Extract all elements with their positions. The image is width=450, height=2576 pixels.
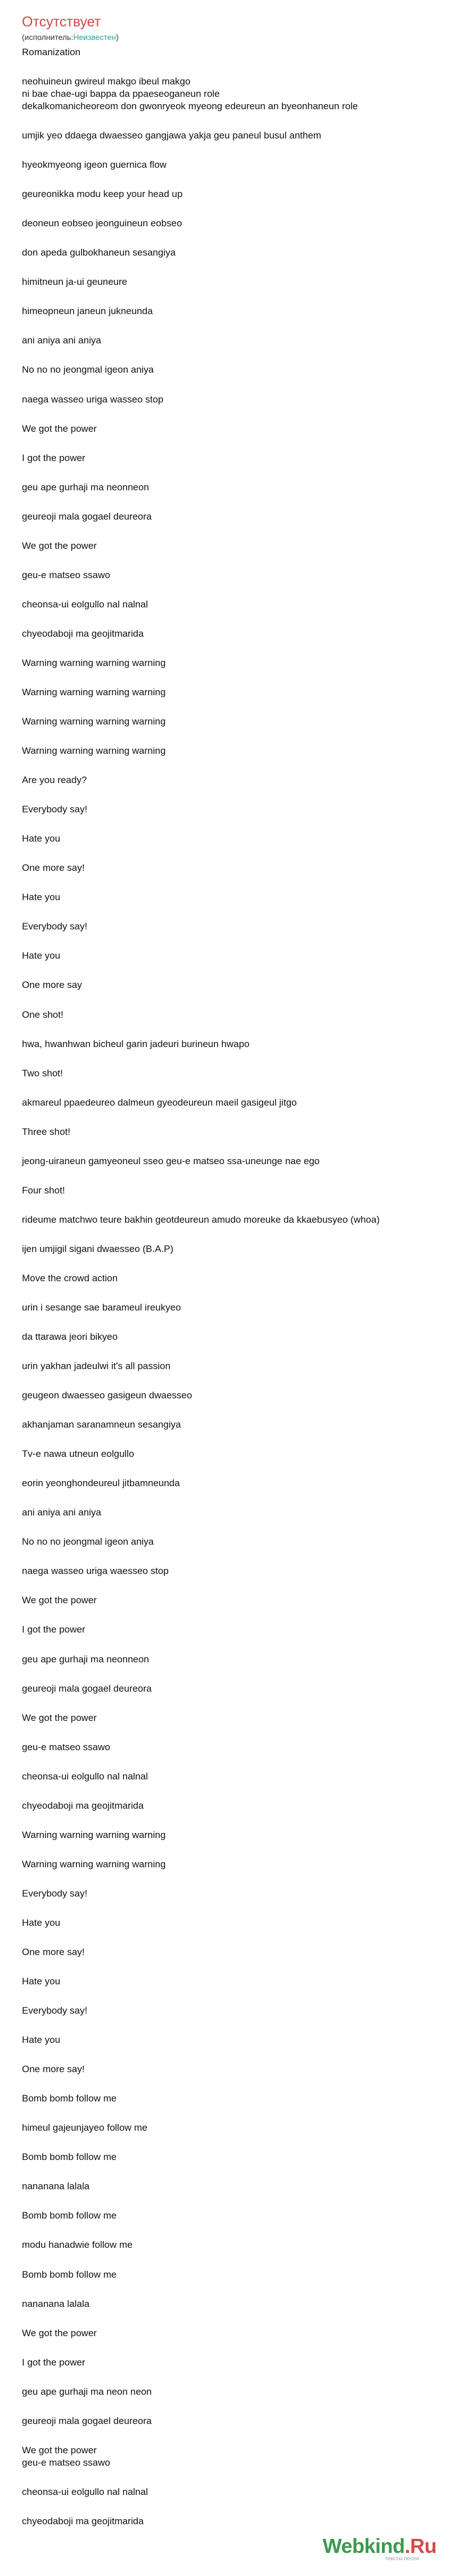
lyrics-line: akmareul ppaedeureo dalmeun gyeodeureun maeil gasigeul jitgo (22, 1097, 297, 1108)
lyrics-line: Hate you (22, 892, 61, 903)
lyrics-stanza (22, 1829, 438, 1841)
lyrics-line: chyeodaboji ma geojitmarida (22, 1800, 144, 1811)
lyrics-line: chyeodaboji ma geojitmarida (22, 2515, 144, 2526)
lyrics-line: cheonsa-ui eolgullo nal nalnal (22, 2486, 148, 2497)
lyrics-line: I got the power (22, 2356, 86, 2368)
lyrics-stanza (22, 1038, 438, 1050)
lyrics-line: Everybody say! (22, 921, 88, 932)
lyrics-stanza (22, 833, 438, 845)
lyrics-line: naega wasseo uriga waesseo stop (22, 1566, 169, 1577)
lyrics-stanza (22, 2239, 438, 2251)
lyrics-line: Warning warning warning warning (22, 686, 166, 697)
lyrics-line: naega wasseo uriga wasseo stop (22, 393, 164, 405)
lyrics-line: Bomb bomb follow me (22, 2269, 117, 2280)
lyrics-line: don apeda gulbokhaneun sesangiya (22, 247, 176, 258)
lyrics-line: Are you ready? (22, 775, 87, 786)
lyrics-line: One shot! (22, 1009, 64, 1020)
lyrics-stanza (22, 686, 438, 699)
lyrics-line: I got the power (22, 1624, 86, 1635)
lyrics-line: ijen umjigil sigani dwaesseo (B.A.P) (22, 1243, 174, 1254)
lyrics-stanza (22, 569, 438, 582)
artist-prefix: (исполнитель: (22, 33, 74, 42)
lyrics-stanza (22, 774, 438, 786)
lyrics-line: dekalkomanicheoreom don gwonryeok myeong edeureun an byeonhaneun role (22, 101, 358, 112)
lyrics-stanza (22, 2034, 438, 2046)
site-logo[interactable] (323, 2535, 436, 2562)
lyrics-stanza (22, 1389, 438, 1402)
lyrics-line: Warning warning warning warning (22, 1858, 166, 1870)
lyrics-stanza (22, 1653, 438, 1666)
lyrics-stanza (22, 217, 438, 230)
logo-tagline: тексты песен (385, 2556, 420, 2562)
lyrics-stanza (22, 628, 438, 640)
lyrics-stanza (22, 920, 438, 933)
lyrics-stanza (22, 1536, 438, 1548)
lyrics-line: Hate you (22, 2034, 61, 2046)
lyrics-stanza (22, 1243, 438, 1255)
lyrics-stanza (22, 1097, 438, 1109)
lyrics-line: nananana lalala (22, 2181, 90, 2192)
lyrics-stanza (22, 598, 438, 611)
lyrics-line: We got the power (22, 1595, 97, 1606)
lyrics-line: jeong-uiraneun gamyeoneul sseo geu-e matseo ssa-uneunge nae ego (22, 1155, 320, 1166)
lyrics-line: hyeokmyeong igeon guernica flow (22, 159, 167, 171)
artist-link[interactable]: Неизвестен (73, 33, 116, 42)
lyrics-stanza (22, 2415, 438, 2427)
lyrics-stanza (22, 2180, 438, 2193)
lyrics-stanza (22, 247, 438, 259)
lyrics-stanza (22, 1594, 438, 1607)
lyrics-line: Two shot! (22, 1067, 63, 1079)
lyrics-line: cheonsa-ui eolgullo nal nalnal (22, 1770, 148, 1782)
lyrics-line: urin yakhan jadeulwi it's all passion (22, 1361, 171, 1372)
logo-ru-text: .Ru (404, 2534, 436, 2557)
lyrics-stanza (22, 393, 438, 406)
lyrics-line: geu ape gurhaji ma neonneon (22, 1653, 149, 1665)
lyrics-line: hwa, hwanhwan bicheul garin jadeuri burineun hwapo (22, 1038, 250, 1049)
lyrics-stanza (22, 657, 438, 669)
lyrics-stanza (22, 1565, 438, 1577)
lyrics-stanza (22, 1155, 438, 1168)
lyrics-line: chyeodaboji ma geojitmarida (22, 628, 144, 639)
lyrics-stanza (22, 1302, 438, 1314)
lyrics-stanza (22, 511, 438, 523)
lyrics-stanza (22, 1126, 438, 1138)
lyrics-line: ani aniya ani aniya (22, 1507, 101, 1518)
lyrics-line: Bomb bomb follow me (22, 2093, 117, 2104)
lyrics-stanza (22, 1419, 438, 1431)
lyrics-line: Everybody say! (22, 1888, 88, 1899)
lyrics-stanza (22, 1214, 438, 1226)
lyrics-line: ni bae chae-ugi bappa da ppaeseoganeun role (22, 88, 220, 100)
lyrics-stanza (22, 2005, 438, 2017)
lyrics-line: geureoji mala gogael deureora (22, 2415, 152, 2426)
lyrics-line: nananana lalala (22, 2298, 90, 2309)
lyrics-stanza (22, 540, 438, 552)
lyrics-stanza (22, 891, 438, 904)
lyrics-line: geureonikka modu keep your head up (22, 189, 183, 200)
lyrics-stanza (22, 2298, 438, 2310)
lyrics-line: Bomb bomb follow me (22, 2210, 117, 2221)
lyrics-line: geureoji mala gogael deureora (22, 1683, 152, 1694)
lyrics-stanza (22, 2151, 438, 2163)
lyrics-line: One more say! (22, 862, 85, 874)
artist-suffix: ) (116, 33, 119, 42)
lyrics-line: geu-e matseo ssawo (22, 2457, 110, 2468)
lyrics-line: Hate you (22, 1917, 61, 1928)
lyrics-line: Warning warning warning warning (22, 716, 166, 727)
lyrics-stanza (22, 1067, 438, 1080)
lyrics-stanza (22, 950, 438, 962)
lyrics-line: Hate you (22, 950, 61, 961)
lyrics-stanza (22, 2515, 438, 2528)
lyrics-line: I got the power (22, 452, 86, 463)
lyrics-line: Everybody say! (22, 2005, 88, 2016)
lyrics-stanza (22, 1770, 438, 1783)
lyrics-stanza (22, 803, 438, 816)
lyrics-line: akhanjaman saranamneun sesangiya (22, 1419, 181, 1430)
lyrics-line: Warning warning warning warning (22, 1829, 166, 1840)
lyrics-line: geureoji mala gogael deureora (22, 511, 152, 522)
lyrics-line: Warning warning warning warning (22, 657, 166, 668)
lyrics-line: geu ape gurhaji ma neon neon (22, 2386, 152, 2397)
lyrics-line: We got the power (22, 2327, 97, 2338)
lyrics-stanza (22, 1888, 438, 1900)
lyrics-stanza (22, 2092, 438, 2105)
lyrics-line: himeul gajeunjayeo follow me (22, 2122, 148, 2134)
lyrics-line: Warning warning warning warning (22, 745, 166, 757)
footer (0, 2534, 450, 2576)
lyrics-line: We got the power (22, 540, 97, 551)
lyrics-stanza (22, 2210, 438, 2222)
lyrics-stanza (22, 1858, 438, 1871)
lyrics-line: Hate you (22, 833, 61, 844)
lyrics-stanza (22, 188, 438, 200)
lyrics-line: ani aniya ani aniya (22, 335, 101, 346)
lyrics-stanza (22, 364, 438, 376)
lyrics-stanza (22, 1917, 438, 1929)
artist-line (22, 32, 438, 43)
lyrics-stanza (22, 452, 438, 464)
lyrics-stanza (22, 46, 438, 59)
lyrics-stanza (22, 481, 438, 494)
lyrics-line: neohuineun gwireul makgo ibeul makgo (22, 76, 191, 87)
lyrics-line: geu-e matseo ssawo (22, 569, 110, 580)
lyrics-stanza (22, 2356, 438, 2369)
lyrics-stanza (22, 979, 438, 991)
lyrics-stanza (22, 862, 438, 874)
lyrics-stanza (22, 1946, 438, 1958)
lyrics-stanza (22, 1683, 438, 1695)
lyrics-stanza (22, 1360, 438, 1372)
lyrics-line: eorin yeonghondeureul jitbamneunda (22, 1478, 180, 1489)
lyrics-stanza (22, 2269, 438, 2281)
lyrics-line: modu hanadwie follow me (22, 2239, 133, 2251)
lyrics-line: Bomb bomb follow me (22, 2152, 117, 2163)
lyrics-line: cheonsa-ui eolgullo nal nalnal (22, 598, 148, 610)
lyrics-line: One more say! (22, 2064, 85, 2075)
lyrics-line: himitneun ja-ui geuneure (22, 276, 128, 288)
lyrics-line: geu ape gurhaji ma neonneon (22, 481, 149, 493)
lyrics-stanza (22, 1800, 438, 1812)
lyrics-stanza (22, 1741, 438, 1754)
lyrics-stanza (22, 75, 438, 113)
lyrics-line: Romanization (22, 47, 80, 57)
lyrics-stanza (22, 1712, 438, 1724)
lyrics-stanza (22, 129, 438, 142)
lyrics-line: Hate you (22, 1976, 61, 1987)
lyrics-line: No no no jeongmal igeon aniya (22, 1536, 154, 1548)
lyrics-line: No no no jeongmal igeon aniya (22, 364, 154, 375)
lyrics-line: himeopneun janeun jukneunda (22, 306, 153, 317)
lyrics-line: Three shot! (22, 1126, 70, 1137)
lyrics-stanza (22, 305, 438, 317)
lyrics-line: One more say! (22, 1947, 85, 1957)
lyrics-stanza (22, 1506, 438, 1519)
lyrics-page (22, 12, 438, 2528)
lyrics-stanza (22, 745, 438, 757)
lyrics-stanza (22, 1624, 438, 1636)
lyrics-stanza (22, 2386, 438, 2398)
song-title: Отсутствует (22, 14, 101, 30)
lyrics-stanza (22, 1009, 438, 1021)
lyrics-line: Tv-e nawa utneun eolgullo (22, 1448, 134, 1460)
lyrics-line: rideume matchwo teure bakhin geotdeureun amudo moreuke da kkaebusyeo (whoa) (22, 1214, 380, 1225)
lyrics-line: geu-e matseo ssawo (22, 1741, 110, 1752)
lyrics-stanza (22, 2063, 438, 2076)
lyrics-stanza (22, 2327, 438, 2340)
lyrics-stanza (22, 2122, 438, 2134)
lyrics-stanza (22, 276, 438, 288)
lyrics-line: Four shot! (22, 1184, 65, 1196)
lyrics-line: We got the power (22, 2444, 97, 2456)
logo-web-text: Webkind (322, 2534, 405, 2557)
lyrics-line: Move the crowd action (22, 1272, 118, 1283)
lyrics-line: Everybody say! (22, 804, 88, 815)
lyrics-line: umjik yeo ddaega dwaesseo gangjawa yakja geu paneul busul anthem (22, 130, 322, 141)
lyrics-stanza (22, 2444, 438, 2469)
lyrics-stanza (22, 1975, 438, 1988)
lyrics-body (22, 46, 438, 2528)
lyrics-line: One more say (22, 980, 82, 991)
lyrics-line: da ttarawa jeori bikyeo (22, 1331, 118, 1343)
lyrics-line: geugeon dwaesseo gasigeun dwaesseo (22, 1390, 192, 1401)
lyrics-stanza (22, 159, 438, 171)
lyrics-stanza (22, 2486, 438, 2498)
lyrics-stanza (22, 334, 438, 347)
lyrics-line: We got the power (22, 1712, 97, 1723)
lyrics-stanza (22, 1272, 438, 1285)
lyrics-stanza (22, 1448, 438, 1460)
lyrics-stanza (22, 1184, 438, 1197)
lyrics-line: deoneun eobseo jeonguineun eobseo (22, 218, 182, 229)
lyrics-line: We got the power (22, 423, 97, 434)
lyrics-stanza (22, 423, 438, 435)
lyrics-stanza (22, 715, 438, 728)
lyrics-stanza (22, 1331, 438, 1343)
lyrics-line: urin i sesange sae barameul ireukyeo (22, 1302, 181, 1313)
lyrics-stanza (22, 1477, 438, 1490)
